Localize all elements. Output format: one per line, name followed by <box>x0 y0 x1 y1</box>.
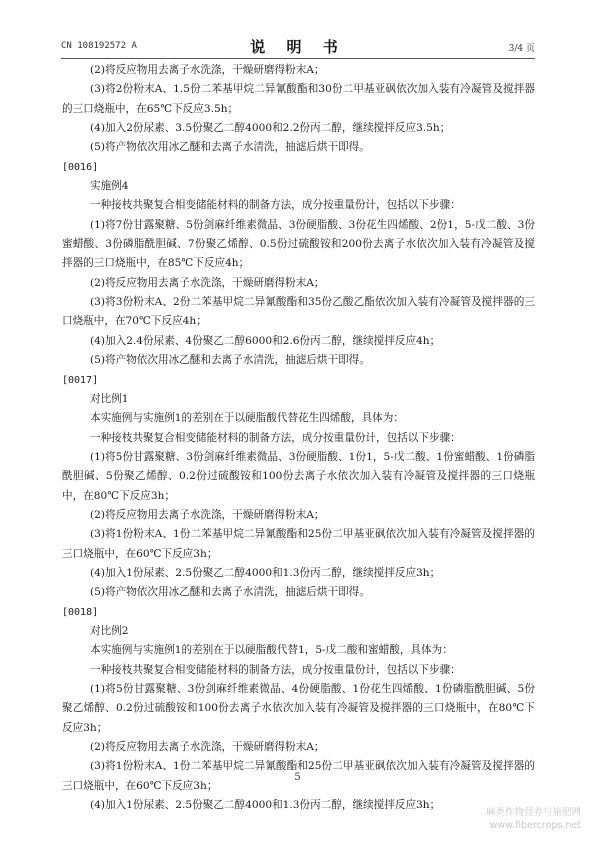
paragraph: (3)将3份粉末A、2份二苯基甲烷二异氰酸酯和35份乙酸乙酯依次加入装有冷凝管及搅拌器的三口烧瓶中，在70℃下反应4h； <box>62 296 535 328</box>
paragraph: (1)将7份甘露聚糖、5份剑麻纤维素微晶、3份硬脂酸、3份花生四烯酸、2份1，5-戊二酸、3份蜜蜡酸、3份磷脂酰胆碱、7份聚乙烯醇、0.5份过硫酸铵和200份去离子水依次加入装有冷凝管及搅拌器的三口烧瓶中，在85℃下反应4h； <box>62 218 535 270</box>
page-indicator: 3/4 页 <box>508 44 535 54</box>
paragraph: (2)将反应物用去离子水洗涤，干燥研磨得粉末A； <box>90 64 325 76</box>
paragraph: (1)将5份甘露聚糖、3份剑麻纤维素微晶、4份硬脂酸、1份花生四烯酸、1份磷脂酰胆碱、5份聚乙烯醇、0.2份过硫酸铵和100份去离子水依次加入装有冷凝管及搅拌器的三口烧瓶中，在80℃下反应3h； <box>62 683 535 734</box>
paragraph: (2)将反应物用去离子水洗涤，干燥研磨得粉末A； <box>90 741 325 754</box>
page-header <box>61 36 535 56</box>
paragraph: 本实施例与实施例1的差别在于以硬脂酸代替1，5-戊二酸和蜜蜡酸，具体为： <box>90 644 453 657</box>
paragraph: (5)将产物依次用冰乙醚和去离子水清洗，抽滤后烘干即得。 <box>90 354 370 367</box>
paragraph: 对比例1 <box>90 392 129 405</box>
page-title: 说 明 书 <box>250 38 346 56</box>
paragraph: (4)加入1份尿素、2.5份聚乙二醇4000和1.3份丙二醇，继续搅拌反应3h； <box>90 566 441 579</box>
paragraph: 一种接枝共聚复合相变储能材料的制备方法，成分按重量份计，包括以下步骤： <box>90 431 461 444</box>
paragraph: 一种接枝共聚复合相变储能材料的制备方法，成分按重量份计，包括以下步骤： <box>90 663 461 676</box>
watermark-cn: 麻类作物营养与施肥网 <box>485 807 581 818</box>
paragraph: (4)加入2份尿素、3.5份聚乙二醇4000和2.2份丙二醇，继续搅拌反应3.5h； <box>90 122 451 135</box>
paragraph: (2)将反应物用去离子水洗涤，干燥研磨得粉末A； <box>90 276 325 289</box>
paragraph: 实施例4 <box>90 180 129 193</box>
paragraph: (3)将1份粉末A、1份二苯基甲烷二异氰酸酯和25份二甲基亚砜依次加入装有冷凝管及搅拌器的三口烧瓶中，在60℃下反应3h； <box>62 760 535 792</box>
paragraph: (1)将5份甘露聚糖、3份剑麻纤维素微晶、3份硬脂酸、1份1，5-戊二酸、1份蜜蜡酸、1份磷脂酰胆碱、5份聚乙烯醇、0.2份过硫酸铵和100份去离子水依次加入装有冷凝管及搅拌器的三口烧瓶中，在80℃下反应3h； <box>62 450 535 502</box>
page-number: 5 <box>294 772 301 783</box>
paragraph: (5)将产物依次用冰乙醚和去离子水清洗，抽滤后烘干即得。 <box>90 141 370 154</box>
paragraph: 本实施例与实施例1的差别在于以硬脂酸代替花生四烯酸，具体为： <box>90 412 404 425</box>
paragraph: (3)将2份粉末A、1.5份二苯基甲烷二异氰酸酯和30份二甲基亚砜依次加入装有冷凝管及搅拌器的三口烧瓶中，在65℃下反应3.5h； <box>62 83 535 115</box>
paragraph-number: [0018] <box>62 606 99 618</box>
paragraph-number: [0016] <box>62 161 99 173</box>
paragraph-number: [0017] <box>62 374 99 386</box>
paragraph: (2)将反应物用去离子水洗涤，干燥研磨得粉末A； <box>90 508 325 521</box>
site-watermark <box>421 806 581 832</box>
paragraph: 一种接枝共聚复合相变储能材料的制备方法，成分按重量份计，包括以下步骤： <box>90 199 461 212</box>
paragraph: (5)将产物依次用冰乙醚和去离子水清洗，抽滤后烘干即得。 <box>90 586 370 599</box>
header-rule <box>61 58 535 59</box>
patent-number: CN 108192572 A <box>61 41 137 51</box>
paragraph: (4)加入2.4份尿素、4份聚乙二醇6000和2.6份丙二醇，继续搅拌反应4h； <box>90 334 441 347</box>
watermark-url: www.fibercrops.net <box>489 820 581 831</box>
paragraph: (3)将1份粉末A、1份二苯基甲烷二异氰酸酯和25份二甲基亚砜依次加入装有冷凝管及搅拌器的三口烧瓶中，在60℃下反应3h； <box>62 528 535 560</box>
paragraph: (4)加入1份尿素、2.5份聚乙二醇4000和1.3份丙二醇，继续搅拌反应3h； <box>90 799 441 812</box>
document-body <box>62 61 535 815</box>
paragraph: 对比例2 <box>90 624 129 637</box>
